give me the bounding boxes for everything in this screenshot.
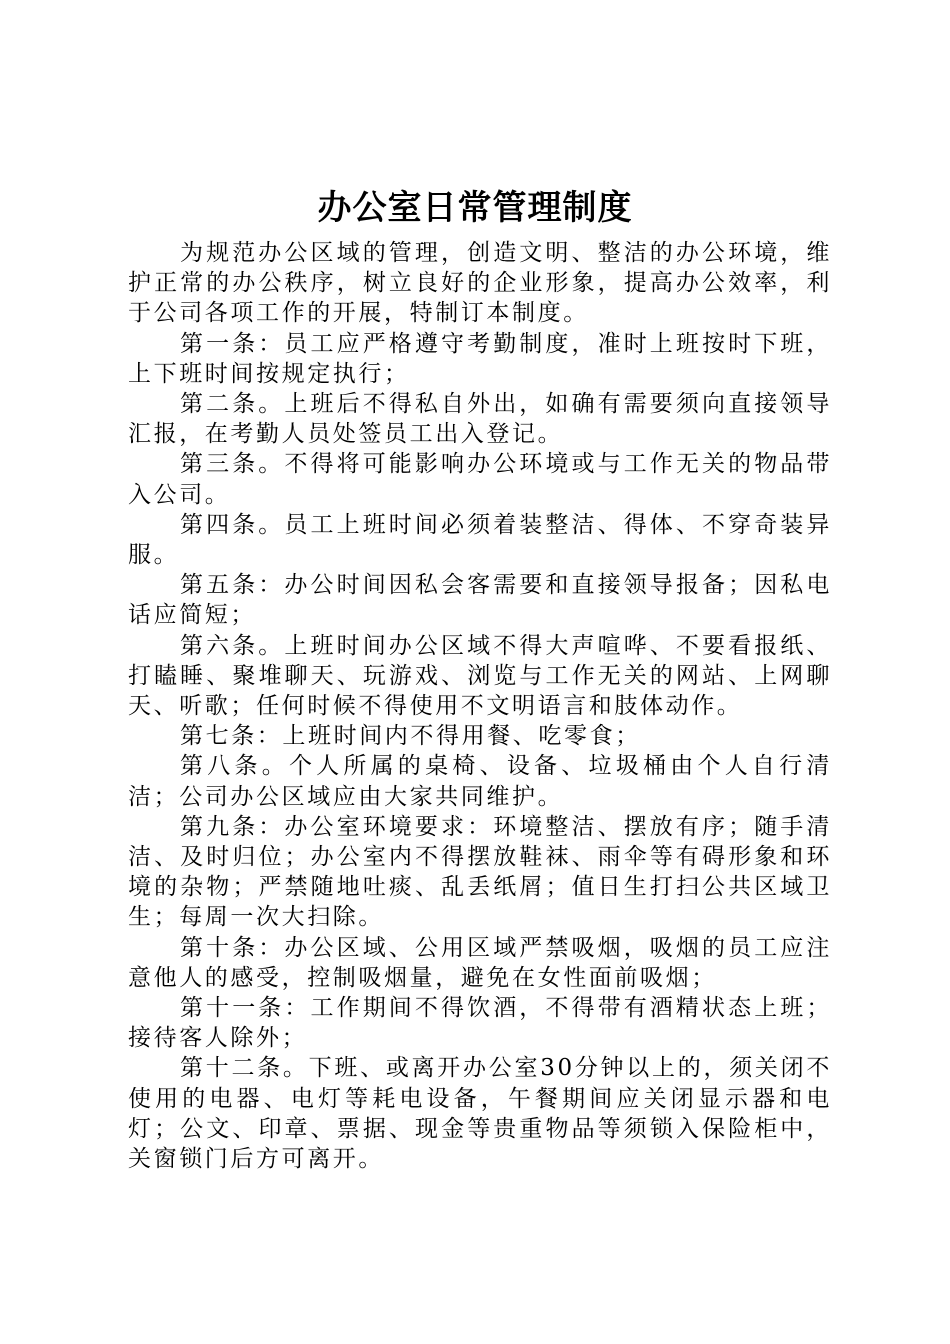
article-12: 第十二条。下班、或离开办公室30分钟以上的，须关闭不使用的电器、电灯等耗电设备，午餐期间应关闭显示器和电灯；公文、印章、票据、现金等贵重物品等须锁入保险柜中，关窗锁门后方可离开。: [128, 1055, 832, 1173]
article-3: 第三条。不得将可能影响办公环境或与工作无关的物品带入公司。: [128, 451, 832, 508]
document-title: 办公室日常管理制度: [317, 188, 633, 228]
article-8: 第八条。个人所属的桌椅、设备、垃圾桶由个人自行清洁；公司办公区域应由大家共同维护。: [128, 753, 832, 810]
intro-paragraph: 为规范办公区域的管理，创造文明、整洁的办公环境，维护正常的办公秩序，树立良好的企业形象，提高办公效率，利于公司各项工作的开展，特制订本制度。: [128, 240, 832, 327]
article-9: 第九条：办公室环境要求：环境整洁、摆放有序；随手清洁、及时归位；办公室内不得摆放鞋袜、雨伞等有碍形象和环境的杂物；严禁随地吐痰、乱丢纸屑；值日生打扫公共区域卫生；每周一次大扫除。: [128, 813, 832, 931]
article-10: 第十条：办公区域、公用区域严禁吸烟，吸烟的员工应注意他人的感受，控制吸烟量，避免在女性面前吸烟；: [128, 934, 832, 991]
article-2: 第二条。上班后不得私自外出，如确有需要须向直接领导汇报，在考勤人员处签员工出入登记。: [128, 391, 832, 448]
article-11: 第十一条：工作期间不得饮酒，不得带有酒精状态上班；接待客人除外；: [128, 995, 832, 1052]
document-body: [128, 238, 832, 1174]
article-6: 第六条。上班时间办公区域不得大声喧哗、不要看报纸、打瞌睡、聚堆聊天、玩游戏、浏览与工作无关的网站、上网聊天、听歌；任何时候不得使用不文明语言和肢体动作。: [128, 632, 832, 720]
article-7: 第七条：上班时间内不得用餐、吃零食；: [180, 723, 641, 750]
article-1: 第一条：员工应严格遵守考勤制度，准时上班按时下班，上下班时间按规定执行；: [128, 330, 832, 387]
article-4: 第四条。员工上班时间必须着装整洁、得体、不穿奇装异服。: [128, 511, 832, 569]
article-5: 第五条：办公时间因私会客需要和直接领导报备；因私电话应简短；: [128, 572, 832, 629]
